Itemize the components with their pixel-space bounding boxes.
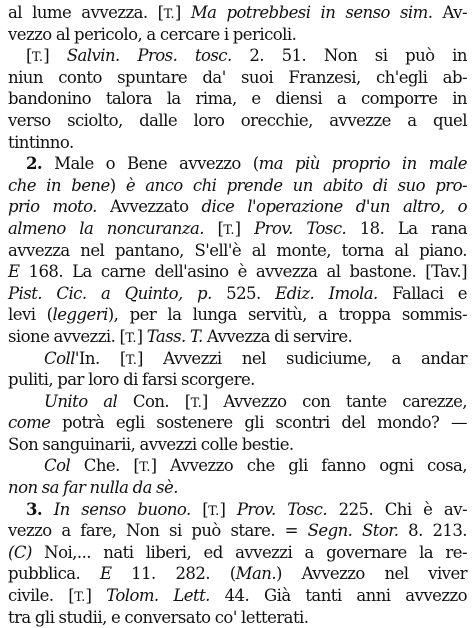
text-segment: T. — [190, 395, 202, 411]
text-segment: 44. Già tanti anni avvezzo — [209, 586, 467, 606]
text-segment: T. — [125, 352, 138, 368]
text-line — [8, 24, 467, 46]
text-line — [8, 67, 467, 89]
text-segment: 225. Chi è av- — [327, 499, 467, 519]
text-segment: Son sanguinarii, avvezzi colle bestie. — [8, 434, 294, 454]
text-line — [8, 585, 467, 607]
text-segment: E — [99, 564, 112, 584]
text-segment: Ma potrebbesi in senso sim. — [190, 3, 433, 22]
text-line — [8, 326, 467, 348]
text-segment: ) Avvezzo nel viver — [276, 564, 467, 584]
text-segment: 8. 213. — [398, 521, 467, 541]
text-segment: T. — [125, 330, 137, 346]
text-segment: prio moto. — [8, 197, 97, 217]
text-segment: ] Avvezzo che gli fanno ogni cosa, — [150, 456, 468, 476]
text-line — [8, 283, 467, 305]
text-segment: (C) — [8, 542, 32, 562]
text-segment: Col — [44, 456, 71, 476]
text-segment: ] — [43, 46, 67, 66]
text-segment: T. — [163, 7, 175, 22]
text-segment: ] — [85, 586, 107, 606]
text-segment: [ — [190, 499, 209, 519]
text-line — [8, 196, 467, 218]
text-segment: T. — [31, 50, 44, 66]
text-line — [8, 153, 467, 175]
text-segment: Male o Bene avvezzo ( — [42, 154, 259, 174]
text-segment: ] — [174, 3, 191, 22]
text-line — [8, 348, 467, 370]
text-segment: ] Avvezzo con tante carezze, — [201, 391, 467, 411]
text-segment: Avvezzato — [96, 197, 202, 217]
text-segment: 525. — [211, 283, 276, 303]
text-segment: Tass. T. — [146, 326, 203, 346]
text-segment: leggeri — [52, 305, 108, 325]
text-segment: Av- — [432, 3, 467, 22]
text-segment: tra gli studii, e conversato co' letterati. — [8, 607, 309, 627]
text-segment: Avvezza di servire. — [202, 326, 353, 346]
text-segment: ] — [234, 218, 255, 238]
text-line — [8, 563, 467, 585]
text-line — [8, 304, 467, 326]
text-line — [8, 218, 467, 240]
text-segment: Tolom. Lett. — [106, 586, 210, 606]
text-line — [8, 369, 467, 391]
text-segment: ma più proprio in male — [258, 154, 467, 174]
text-segment: In senso buono. — [53, 499, 191, 519]
text-line — [8, 542, 467, 564]
text-segment: Segn. Stor. — [307, 521, 399, 541]
text-line — [8, 499, 467, 521]
text-segment: è anco chi prende un abito di suo pro- — [125, 175, 467, 195]
text-segment: Ediz. Imola. — [275, 283, 378, 303]
text-segment: non sa far nulla da sè. — [8, 478, 178, 498]
text-line — [8, 412, 467, 434]
text-segment: Con. [ — [117, 391, 191, 411]
text-line — [8, 455, 467, 477]
text-segment: 11. 282. ( — [111, 564, 236, 584]
text-segment: puliti, par loro di farsi scorgere. — [8, 370, 255, 390]
text-line — [8, 240, 467, 262]
text-segment — [42, 500, 54, 519]
text-segment: Noi,... nati liberi, ed avvezzi a governare la re- — [31, 542, 467, 562]
text-segment: T. — [223, 222, 235, 238]
text-segment: Pist. Cic. a Quinto, p. — [8, 283, 212, 303]
text-segment: almeno la noncuranza. — [8, 218, 204, 238]
text-segment: Coll' — [44, 348, 79, 368]
text-segment: sione avvezzi. [ — [8, 326, 126, 346]
text-segment: bandonino talora la rima, e diensi a comporre in — [8, 89, 467, 109]
text-line — [8, 132, 467, 154]
text-segment: avvezza nel pantano, S'ell'è al monte, torna al piano. — [8, 240, 467, 260]
text-segment: dice l'operazione d'un altro, o — [201, 197, 467, 217]
text-line — [8, 434, 467, 456]
text-segment: ), per la lunga servitù, a troppa sommis- — [107, 305, 467, 325]
text-segment: T. — [208, 503, 220, 519]
text-segment: verso sciolto, dalle loro orecchie, avvezze a quel — [8, 110, 467, 130]
text-segment: Prov. Tosc. — [236, 499, 328, 519]
text-segment: civile. [ — [8, 586, 75, 606]
text-segment: vezzo a fare, Non si può stare. = — [8, 521, 308, 541]
text-line — [8, 477, 467, 499]
text-segment: 18. La rana — [346, 218, 468, 238]
text-segment: Unito al — [44, 391, 118, 411]
text-segment: 2. — [26, 154, 43, 174]
text-segment: tintinno. — [8, 132, 74, 152]
text-line — [8, 391, 467, 413]
text-segment: Man. — [235, 564, 277, 584]
text-segment: vezzo al pericolo, a cercare i pericoli. — [8, 24, 297, 44]
text-line — [8, 607, 467, 628]
text-segment: Fallaci e — [377, 283, 467, 303]
text-segment: 3. — [26, 499, 43, 519]
text-line — [8, 110, 467, 132]
entry-text — [8, 2, 467, 628]
text-segment: ) — [109, 175, 126, 195]
text-segment: 2. 51. Non si può in — [231, 46, 467, 66]
text-segment: niun conto spuntare da' suoi Franzesi, ch'egli ab- — [8, 67, 467, 87]
text-segment: [ — [26, 46, 32, 66]
text-segment: Prov. Tosc. — [254, 218, 347, 238]
text-segment: ] — [219, 499, 237, 519]
text-segment: ] — [136, 326, 147, 346]
text-line — [8, 175, 467, 197]
text-segment: al lume avvezza. [ — [8, 3, 164, 22]
text-segment: potrà egli sostenere gli scontri del mondo? — — [50, 413, 467, 433]
text-segment: che in bene — [8, 175, 110, 195]
text-line — [8, 88, 467, 110]
text-line — [8, 45, 467, 67]
text-segment: T. — [74, 590, 86, 606]
text-segment: 168. La carne dell'asino è avvezza al bastone. [Tav.] — [19, 262, 467, 282]
text-line — [8, 2, 467, 24]
text-segment: Che. [ — [70, 456, 140, 476]
text-segment: T. — [139, 460, 151, 476]
text-segment: ] Avvezzi nel sudiciume, a andar — [137, 348, 467, 368]
text-line — [8, 261, 467, 283]
text-line — [8, 520, 467, 542]
text-segment: Salvin. Pros. tosc. — [66, 46, 232, 66]
text-segment: come — [8, 413, 51, 433]
text-segment: pubblica. — [8, 564, 100, 584]
text-segment: E — [8, 262, 20, 282]
text-segment: In. [ — [78, 348, 126, 368]
text-segment: [ — [203, 218, 224, 238]
text-segment: levi ( — [8, 305, 53, 325]
